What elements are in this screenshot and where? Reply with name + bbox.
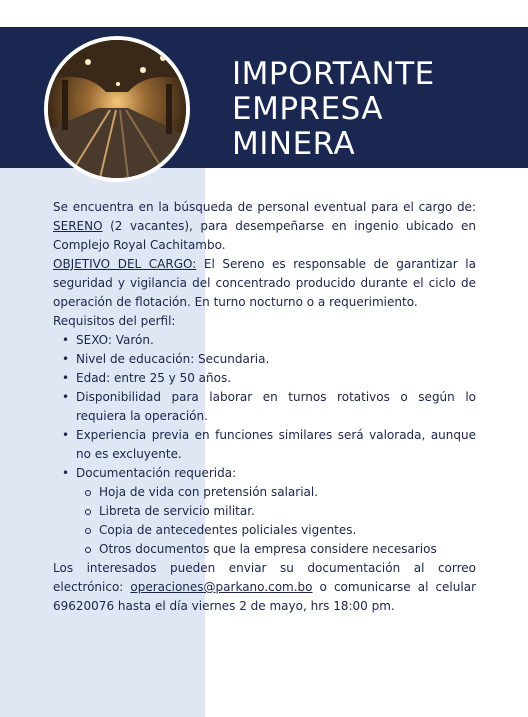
requirement-item: • Nivel de educación: Secundaria. bbox=[53, 350, 476, 369]
objective-text: El Sereno es responsable de garantizar la seguridad y vigilancia del concentrado producido durante el ciclo de operación de flotación. En turno nocturno o a requerimiento. bbox=[53, 257, 476, 309]
requirement-item: • Disponibilidad para laborar en turnos rotativos o según lo requiera la operación. bbox=[53, 388, 476, 426]
objective-paragraph bbox=[53, 255, 476, 312]
requirement-item-documents bbox=[53, 464, 476, 559]
requirement-item: • Edad: entre 25 y 50 años. bbox=[53, 369, 476, 388]
requirements-list bbox=[53, 331, 476, 559]
documents-list bbox=[76, 483, 476, 559]
position-name: SERENO bbox=[53, 219, 103, 233]
document-item: Hoja de vida con pretensión salarial. bbox=[76, 483, 476, 502]
closing-paragraph bbox=[53, 559, 476, 616]
mine-tunnel-photo bbox=[44, 36, 190, 182]
title-line-3: MINERA bbox=[232, 126, 356, 162]
title-line-2: EMPRESA bbox=[232, 91, 384, 127]
intro-text: Se encuentra en la búsqueda de personal eventual para el cargo de: bbox=[53, 200, 476, 214]
documents-label: Documentación requerida: bbox=[76, 466, 237, 480]
closing-text-end: o comunicarse al celular 69620076 hasta el día viernes 2 de mayo, hrs 18:00 pm. bbox=[53, 580, 476, 613]
page-title bbox=[232, 57, 522, 162]
intro-text-end: (2 vacantes), para desempeñarse en ingenio ubicado en Complejo Royal Cachitambo. bbox=[53, 219, 476, 252]
document-item: Libreta de servicio militar. bbox=[76, 502, 476, 521]
top-margin bbox=[0, 0, 528, 27]
intro-paragraph bbox=[53, 198, 476, 255]
requirement-item: • Experiencia previa en funciones similares será valorada, aunque no es excluyente. bbox=[53, 426, 476, 464]
objective-label: OBJETIVO DEL CARGO: bbox=[53, 257, 197, 271]
document-item: Otros documentos que la empresa considere necesarios bbox=[76, 540, 476, 559]
announcement-body bbox=[53, 198, 476, 616]
requirements-heading: Requisitos del perfil: bbox=[53, 314, 176, 328]
closing-text: Los interesados pueden enviar su documentación al correo electrónico: bbox=[53, 561, 476, 594]
document-item: Copia de antecedentes policiales vigentes. bbox=[76, 521, 476, 540]
title-line-1: IMPORTANTE bbox=[232, 56, 435, 92]
requirement-item: • SEXO: Varón. bbox=[53, 331, 476, 350]
email-link[interactable]: operaciones@parkano.com.bo bbox=[130, 580, 313, 594]
